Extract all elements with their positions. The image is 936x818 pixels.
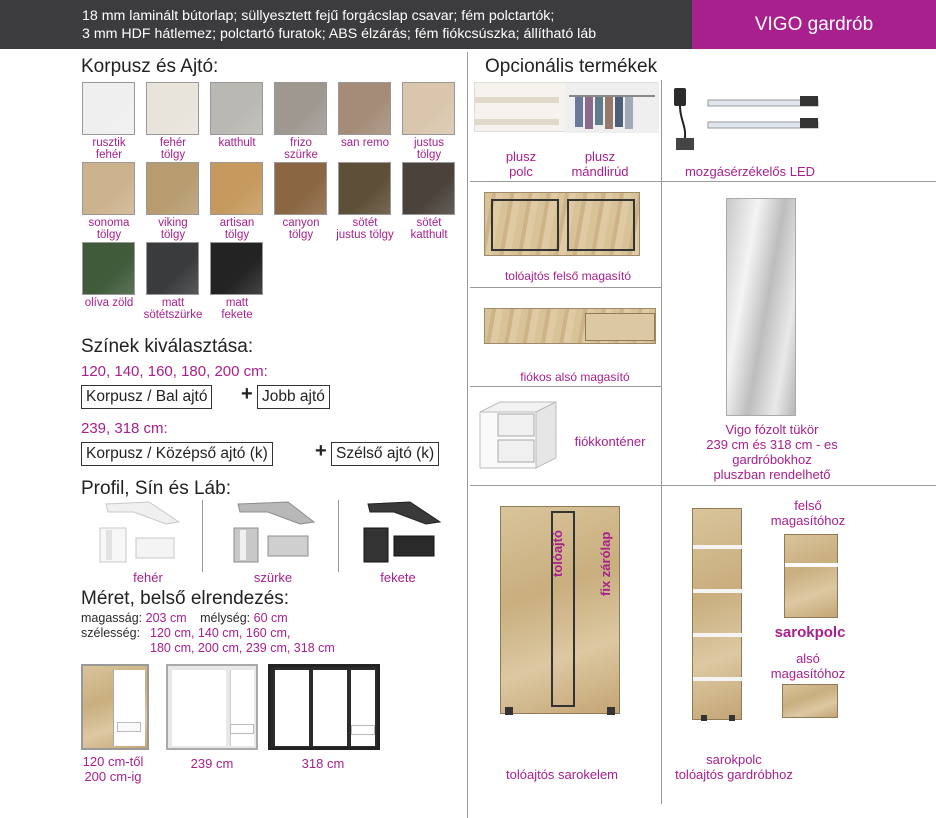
szinek-title: Színek kiválasztása: (81, 336, 254, 357)
felso-magasito-image (484, 192, 640, 256)
spec-line-1: 18 mm laminált bútorlap; süllyesztett fejű forgácslap csavar; fém polctartók; (82, 8, 555, 24)
swatch-label-0: rusztik fehér (92, 137, 126, 161)
led-label: mozgásérzékelős LED (684, 164, 816, 179)
melyseg-value: 60 cm (253, 611, 288, 625)
box-szelso-ajto: Szélső ajtó (k) (331, 442, 439, 466)
tukor-image (726, 198, 796, 416)
header-spec-text (82, 7, 682, 43)
swatch-8 (210, 162, 263, 215)
plusz-polc-label: plusz polc (505, 149, 537, 179)
divider-1 (470, 181, 936, 182)
main-divider (467, 52, 468, 818)
swatch-label-1: fehér tölgy (159, 137, 187, 161)
led-image (672, 82, 832, 156)
sarokpolc-caption: sarokpolc tolóajtós gardróbhoz (675, 752, 793, 782)
fiokkontener-label: fiókkonténer (574, 434, 646, 449)
swatch-6 (82, 162, 135, 215)
swatch-label-6: sonoma tölgy (88, 217, 130, 241)
swatch-label-7: viking tölgy (158, 217, 188, 241)
profile-white-image (94, 500, 194, 568)
swatch-label-10: sötét justus tölgy (336, 217, 394, 241)
swatch-label-2: katthult (218, 137, 256, 149)
swatch-13 (146, 242, 199, 295)
caption-small: 120 cm-től 200 cm-ig (82, 754, 144, 784)
swatch-0 (82, 82, 135, 135)
swatch-label-8: artisan tölgy (219, 217, 255, 241)
also-sarokpolc-image (782, 684, 838, 718)
magassag-row (81, 611, 288, 625)
szelesseg-line-1: 120 cm, 140 cm, 160 cm, (150, 626, 291, 640)
sarokpolc-title: sarokpolc (774, 624, 846, 641)
felso-magasitohoz-label: felső magasítóhoz (770, 498, 846, 528)
fiokkontener-image (476, 398, 562, 472)
magassag-label: magasság: (81, 611, 143, 625)
profil-sep-1 (202, 500, 203, 572)
swatch-12 (82, 242, 135, 295)
sizes-small: 120, 140, 160, 180, 200 cm: (81, 363, 268, 380)
wardrobe-small-image (81, 664, 149, 750)
fiokos-also-image (484, 308, 656, 344)
opcionalis-title: Opcionális termékek (485, 56, 658, 77)
divider-4 (470, 485, 936, 486)
plusz-polc-image (474, 82, 658, 132)
also-magasitohoz-label: alsó magasítóhoz (770, 651, 846, 681)
swatch-14 (210, 242, 263, 295)
toloajto-vertical-label: tolóajtó (550, 530, 565, 578)
swatch-label-9: canyon tölgy (282, 217, 320, 241)
profil-sep-2 (338, 500, 339, 572)
divider-2 (470, 287, 661, 288)
tukor-label: Vigo fózolt tükör 239 cm és 318 cm - es gardróbokhoz pluszban rendelhető (706, 422, 838, 482)
profil-label-fekete: fekete (380, 570, 416, 585)
swatch-label-14: matt fekete (221, 297, 253, 321)
swatch-10 (338, 162, 391, 215)
swatch-label-11: sötét katthult (410, 217, 448, 241)
box-korpusz-bal: Korpusz / Bal ajtó (81, 385, 212, 409)
melyseg-label: mélység: (200, 611, 251, 625)
felso-sarokpolc-image (784, 534, 838, 618)
swatch-label-4: san remo (341, 137, 389, 149)
swatch-5 (402, 82, 455, 135)
swatch-1 (146, 82, 199, 135)
sizes-large: 239, 318 cm: (81, 420, 168, 437)
profil-label-szurke: szürke (253, 570, 293, 585)
box-korpusz-kozepso: Korpusz / Középső ajtó (k) (81, 442, 273, 466)
divider-3 (470, 386, 661, 387)
sarokpolc-image (692, 508, 742, 720)
swatch-label-12: olíva zöld (84, 297, 134, 309)
magassag-value: 203 cm (145, 611, 187, 625)
szelesseg-label: szélesség: (81, 626, 141, 640)
swatch-label-13: matt sötétszürke (143, 297, 203, 321)
profile-black-image (360, 500, 444, 568)
box-jobb-ajto: Jobb ajtó (257, 385, 330, 409)
swatch-label-5: justus tölgy (413, 137, 445, 161)
plus-sign-1: + (241, 383, 253, 405)
spec-line-2: 3 mm HDF hátlemez; polctartó furatok; ABS élzárás; fém fiókcsúszka; állítható láb (82, 26, 597, 42)
szelesseg-line-2: 180 cm, 200 cm, 239 cm, 318 cm (150, 641, 335, 655)
meret-title: Méret, belső elrendezés: (81, 588, 290, 609)
right-divider (661, 80, 662, 804)
caption-239: 239 cm (190, 756, 234, 771)
swatch-3 (274, 82, 327, 135)
swatch-label-3: frizo szürke (284, 137, 318, 161)
profil-title: Profil, Sín és Láb: (81, 478, 231, 499)
profile-grey-image (228, 500, 328, 568)
header-bar (0, 0, 936, 49)
plus-sign-2: + (315, 440, 327, 462)
caption-318: 318 cm (301, 756, 345, 771)
swatch-2 (210, 82, 263, 135)
plusz-mandli-label: plusz mándlirúd (571, 149, 629, 179)
wardrobe-239-image (166, 664, 258, 750)
fix-zarolap-vertical-label: fix zárólap (598, 531, 613, 597)
fiokos-also-label: fiókos alsó magasító (520, 370, 630, 384)
brand-title: VIGO gardrób (692, 0, 936, 49)
korpusz-title: Korpusz és Ajtó: (81, 56, 219, 77)
sarokelem-label: tolóajtós sarokelem (506, 767, 618, 782)
wardrobe-318-image (268, 664, 380, 750)
swatch-9 (274, 162, 327, 215)
profil-label-feher: fehér (133, 570, 163, 585)
swatch-11 (402, 162, 455, 215)
swatch-7 (146, 162, 199, 215)
felso-magasito-label: tolóajtós felső magasító (504, 269, 632, 283)
swatch-4 (338, 82, 391, 135)
